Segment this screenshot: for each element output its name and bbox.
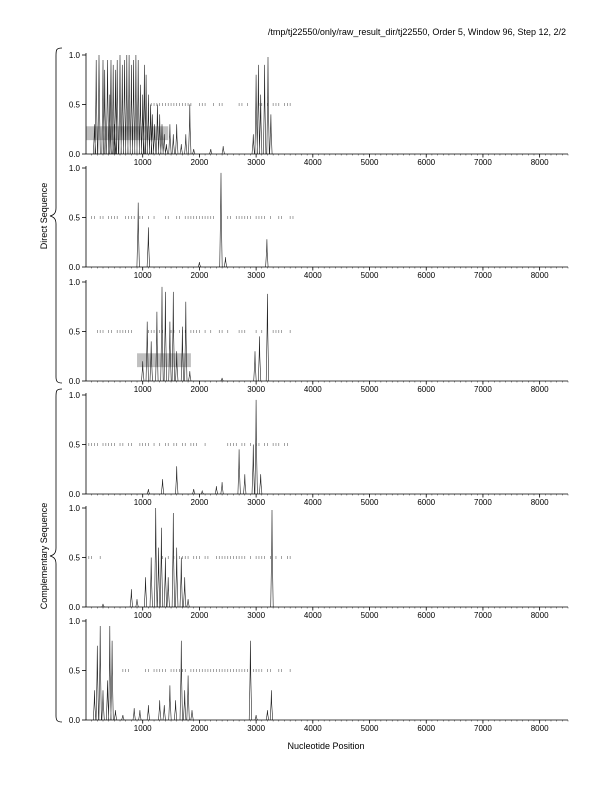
x-tick-label: 6000	[417, 271, 436, 280]
x-tick-label: 7000	[474, 724, 492, 733]
x-tick-label: 8000	[530, 158, 549, 167]
x-tick-label: 7000	[474, 611, 492, 620]
y-tick-label: 1.0	[68, 391, 80, 400]
panel-2	[69, 164, 568, 280]
y-tick-label: 0.5	[68, 100, 80, 110]
x-tick-label: 2000	[190, 611, 209, 620]
x-tick-label: 3000	[247, 498, 266, 507]
y-tick-label: 0.5	[68, 440, 80, 450]
y-tick-label: 0.0	[68, 490, 80, 499]
x-tick-label: 7000	[474, 271, 492, 280]
x-tick-label: 6000	[417, 611, 436, 620]
y-tick-label: 0.5	[68, 666, 80, 676]
x-tick-label: 7000	[474, 385, 492, 394]
y-tick-label: 0.0	[68, 150, 80, 159]
x-tick-label: 5000	[360, 271, 379, 280]
x-tick-label: 5000	[360, 724, 379, 733]
x-axis-label: Nucleotide Position	[287, 741, 365, 751]
x-tick-label: 3000	[247, 271, 266, 280]
x-tick-label: 3000	[247, 158, 266, 167]
x-tick-label: 1000	[133, 271, 152, 280]
x-tick-label: 6000	[417, 158, 436, 167]
x-tick-label: 5000	[360, 158, 379, 167]
series-line	[147, 400, 262, 494]
x-tick-label: 6000	[417, 498, 436, 507]
y-tick-label: 0.5	[68, 213, 80, 223]
x-tick-label: 4000	[303, 724, 322, 733]
x-tick-label: 1000	[133, 158, 152, 167]
x-tick-label: 2000	[190, 724, 209, 733]
x-tick-label: 1000	[133, 611, 152, 620]
x-tick-label: 2000	[190, 498, 209, 507]
x-tick-label: 4000	[303, 271, 322, 280]
x-tick-label: 5000	[360, 385, 379, 394]
group-brace	[50, 389, 62, 722]
x-tick-label: 4000	[303, 385, 322, 394]
x-tick-label: 4000	[303, 498, 322, 507]
y-tick-label: 1.0	[68, 504, 80, 513]
y-tick-label: 1.0	[68, 617, 80, 626]
x-tick-label: 2000	[190, 385, 209, 394]
x-tick-label: 8000	[530, 498, 549, 507]
x-tick-label: 2000	[190, 271, 209, 280]
figure-title: /tmp/tj22550/only/raw_result_dir/tj22550, Order 5, Window 96, Step 12, 2/2	[267, 27, 566, 37]
y-tick-label: 1.0	[68, 278, 80, 287]
x-tick-label: 8000	[530, 271, 549, 280]
x-tick-label: 3000	[247, 385, 266, 394]
y-tick-label: 0.0	[68, 603, 80, 612]
panel-3	[69, 278, 568, 394]
series-line	[93, 626, 272, 720]
x-tick-label: 7000	[474, 158, 492, 167]
y-tick-label: 1.0	[68, 51, 80, 60]
x-tick-label: 6000	[417, 724, 436, 733]
x-tick-label: 8000	[530, 385, 549, 394]
x-tick-label: 4000	[303, 611, 322, 620]
y-tick-label: 0.0	[68, 263, 80, 272]
y-tick-label: 0.5	[68, 327, 80, 337]
panel-6	[69, 617, 568, 733]
group-direct	[39, 48, 62, 383]
y-tick-label: 0.0	[68, 377, 80, 386]
x-tick-label: 2000	[190, 158, 209, 167]
x-tick-label: 8000	[530, 724, 549, 733]
group-label-complementary: Complementary Sequence	[39, 502, 49, 610]
group-complementary	[39, 389, 62, 722]
x-tick-label: 8000	[530, 611, 549, 620]
x-tick-label: 3000	[247, 724, 266, 733]
x-tick-label: 5000	[360, 611, 379, 620]
panel-4	[69, 391, 568, 507]
x-tick-label: 7000	[474, 498, 492, 507]
panel-5	[69, 504, 568, 620]
x-tick-label: 1000	[133, 385, 152, 394]
x-tick-label: 1000	[133, 724, 152, 733]
group-label-direct: Direct Sequence	[39, 182, 49, 250]
y-tick-label: 1.0	[68, 164, 80, 173]
panel-1	[69, 51, 568, 167]
x-tick-label: 3000	[247, 611, 266, 620]
x-tick-label: 6000	[417, 385, 436, 394]
x-tick-label: 5000	[360, 498, 379, 507]
y-tick-label: 0.0	[68, 716, 80, 725]
series-line	[102, 508, 273, 607]
x-tick-label: 1000	[133, 498, 152, 507]
x-tick-label: 4000	[303, 158, 322, 167]
series-line	[137, 173, 268, 267]
group-brace	[50, 48, 62, 383]
y-tick-label: 0.5	[68, 553, 80, 563]
panels	[69, 51, 568, 733]
